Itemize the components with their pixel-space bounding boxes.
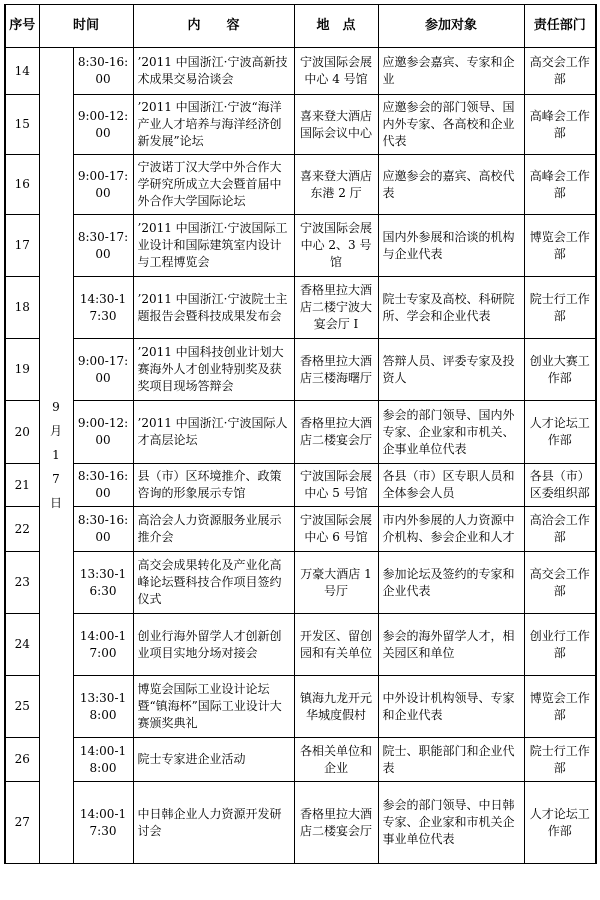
row-location: 香格里拉大酒店二楼宁波大宴会厅 I — [294, 277, 378, 339]
row-content: 县（市）区环境推介、政策咨询的形象展示专馆 — [133, 464, 294, 507]
row-location: 香格里拉大酒店二楼宴会厅 — [294, 401, 378, 464]
row-content: ’2011 中国浙江·宁波国际人才高层论坛 — [133, 401, 294, 464]
row-dept: 博览会工作部 — [524, 215, 596, 277]
header-row — [5, 5, 596, 48]
row-content: ’2011 中国科技创业计划大赛海外人才创业特别奖及获奖项目现场答辩会 — [133, 339, 294, 401]
row-attendees: 参加论坛及签约的专家和企业代表 — [378, 552, 524, 614]
header-content: 内 容 — [133, 5, 294, 48]
row-location: 镇海九龙开元华城度假村 — [294, 676, 378, 738]
row-location: 喜来登大酒店东港 2 厅 — [294, 155, 378, 215]
row-time: 8:30-16:00 — [73, 48, 133, 95]
row-no: 17 — [5, 215, 39, 277]
header-dept: 责任部门 — [524, 5, 596, 48]
schedule-table — [4, 4, 597, 864]
row-time: 9:00-17:00 — [73, 339, 133, 401]
row-location: 香格里拉大酒店二楼宴会厅 — [294, 782, 378, 864]
row-dept: 院士行工作部 — [524, 277, 596, 339]
row-attendees: 各县（市）区专职人员和全体参会人员 — [378, 464, 524, 507]
row-dept: 各县（市）区委组织部 — [524, 464, 596, 507]
row-dept: 人才论坛工作部 — [524, 782, 596, 864]
row-content: 高洽会人力资源服务业展示推介会 — [133, 507, 294, 552]
date-cell — [39, 48, 73, 864]
table-row — [5, 552, 596, 614]
row-attendees: 国内外参展和洽谈的机构与企业代表 — [378, 215, 524, 277]
row-time: 14:00-17:30 — [73, 782, 133, 864]
table-row — [5, 401, 596, 464]
row-location: 宁波国际会展中心 5 号馆 — [294, 464, 378, 507]
row-time: 9:00-12:00 — [73, 95, 133, 155]
row-location: 宁波国际会展中心 4 号馆 — [294, 48, 378, 95]
header-no: 序号 — [5, 5, 39, 48]
row-content: ’2011 中国浙江·宁波“海洋产业人才培养与海洋经济创新发展”论坛 — [133, 95, 294, 155]
row-dept: 高峰会工作部 — [524, 155, 596, 215]
row-content: 宁波诺丁汉大学中外合作大学研究所成立大会暨首届中外合作大学国际论坛 — [133, 155, 294, 215]
row-dept: 创业行工作部 — [524, 614, 596, 676]
row-no: 16 — [5, 155, 39, 215]
row-no: 24 — [5, 614, 39, 676]
table-row — [5, 614, 596, 676]
row-no: 18 — [5, 277, 39, 339]
row-content: ’2011 中国浙江·宁波高新技术成果交易洽谈会 — [133, 48, 294, 95]
row-attendees: 院士、职能部门和企业代表 — [378, 738, 524, 782]
row-location: 宁波国际会展中心 6 号馆 — [294, 507, 378, 552]
row-dept: 博览会工作部 — [524, 676, 596, 738]
row-no: 26 — [5, 738, 39, 782]
row-attendees: 中外设计机构领导、专家和企业代表 — [378, 676, 524, 738]
row-attendees: 院士专家及高校、科研院所、学会和企业代表 — [378, 277, 524, 339]
row-time: 8:30-16:00 — [73, 464, 133, 507]
table-row — [5, 215, 596, 277]
row-dept: 高峰会工作部 — [524, 95, 596, 155]
row-time: 8:30-17:00 — [73, 215, 133, 277]
row-attendees: 参会的海外留学人才，相关园区和单位 — [378, 614, 524, 676]
table-row — [5, 277, 596, 339]
row-time: 9:00-17:00 — [73, 155, 133, 215]
table-row — [5, 676, 596, 738]
row-dept: 院士行工作部 — [524, 738, 596, 782]
header-attendees: 参加对象 — [378, 5, 524, 48]
date-text: 9月17日 — [49, 400, 62, 510]
row-attendees: 答辩人员、评委专家及投资人 — [378, 339, 524, 401]
row-content: 创业行海外留学人才创新创业项目实地分场对接会 — [133, 614, 294, 676]
row-time: 8:30-16:00 — [73, 507, 133, 552]
row-location: 喜来登大酒店国际会议中心 — [294, 95, 378, 155]
row-no: 25 — [5, 676, 39, 738]
row-dept: 高洽会工作部 — [524, 507, 596, 552]
row-no: 23 — [5, 552, 39, 614]
row-content: 院士专家进企业活动 — [133, 738, 294, 782]
row-location: 宁波国际会展中心 2、3 号馆 — [294, 215, 378, 277]
row-time: 13:30-18:00 — [73, 676, 133, 738]
table-row — [5, 507, 596, 552]
row-location: 万豪大酒店 1 号厅 — [294, 552, 378, 614]
row-content: ’2011 中国浙江·宁波院士主题报告会暨科技成果发布会 — [133, 277, 294, 339]
row-location: 香格里拉大酒店三楼海曙厅 — [294, 339, 378, 401]
row-location: 各相关单位和企业 — [294, 738, 378, 782]
row-no: 14 — [5, 48, 39, 95]
row-no: 27 — [5, 782, 39, 864]
row-attendees: 应邀参会嘉宾、专家和企业 — [378, 48, 524, 95]
row-content: ’2011 中国浙江·宁波国际工业设计和国际建筑室内设计与工程博览会 — [133, 215, 294, 277]
row-content: 博览会国际工业设计论坛暨“镇海杯”国际工业设计大赛颁奖典礼 — [133, 676, 294, 738]
row-time: 14:30-17:30 — [73, 277, 133, 339]
row-location: 开发区、留创园和有关单位 — [294, 614, 378, 676]
row-no: 15 — [5, 95, 39, 155]
row-no: 19 — [5, 339, 39, 401]
row-time: 13:30-16:30 — [73, 552, 133, 614]
table-row — [5, 738, 596, 782]
header-location: 地 点 — [294, 5, 378, 48]
row-time: 9:00-12:00 — [73, 401, 133, 464]
row-attendees: 应邀参会的嘉宾、高校代表 — [378, 155, 524, 215]
row-dept: 人才论坛工作部 — [524, 401, 596, 464]
row-content: 高交会成果转化及产业化高峰论坛暨科技合作项目签约仪式 — [133, 552, 294, 614]
table-row — [5, 464, 596, 507]
row-no: 20 — [5, 401, 39, 464]
row-time: 14:00-17:00 — [73, 614, 133, 676]
row-dept: 创业大赛工作部 — [524, 339, 596, 401]
row-attendees: 应邀参会的部门领导、国内外专家、各高校和企业代表 — [378, 95, 524, 155]
row-attendees: 参会的部门领导、中日韩专家、企业家和市机关企事业单位代表 — [378, 782, 524, 864]
row-content: 中日韩企业人力资源开发研讨会 — [133, 782, 294, 864]
table-row — [5, 782, 596, 864]
table-row — [5, 48, 596, 95]
table-row — [5, 339, 596, 401]
table-row — [5, 155, 596, 215]
row-dept: 高交会工作部 — [524, 48, 596, 95]
row-no: 22 — [5, 507, 39, 552]
row-attendees: 市内外参展的人力资源中介机构、参会企业和人才 — [378, 507, 524, 552]
row-dept: 高交会工作部 — [524, 552, 596, 614]
row-time: 14:00-18:00 — [73, 738, 133, 782]
row-no: 21 — [5, 464, 39, 507]
header-time: 时间 — [39, 5, 133, 48]
row-attendees: 参会的部门领导、国内外专家、企业家和市机关、企事业单位代表 — [378, 401, 524, 464]
table-row — [5, 95, 596, 155]
schedule-table-wrapper — [4, 4, 597, 864]
